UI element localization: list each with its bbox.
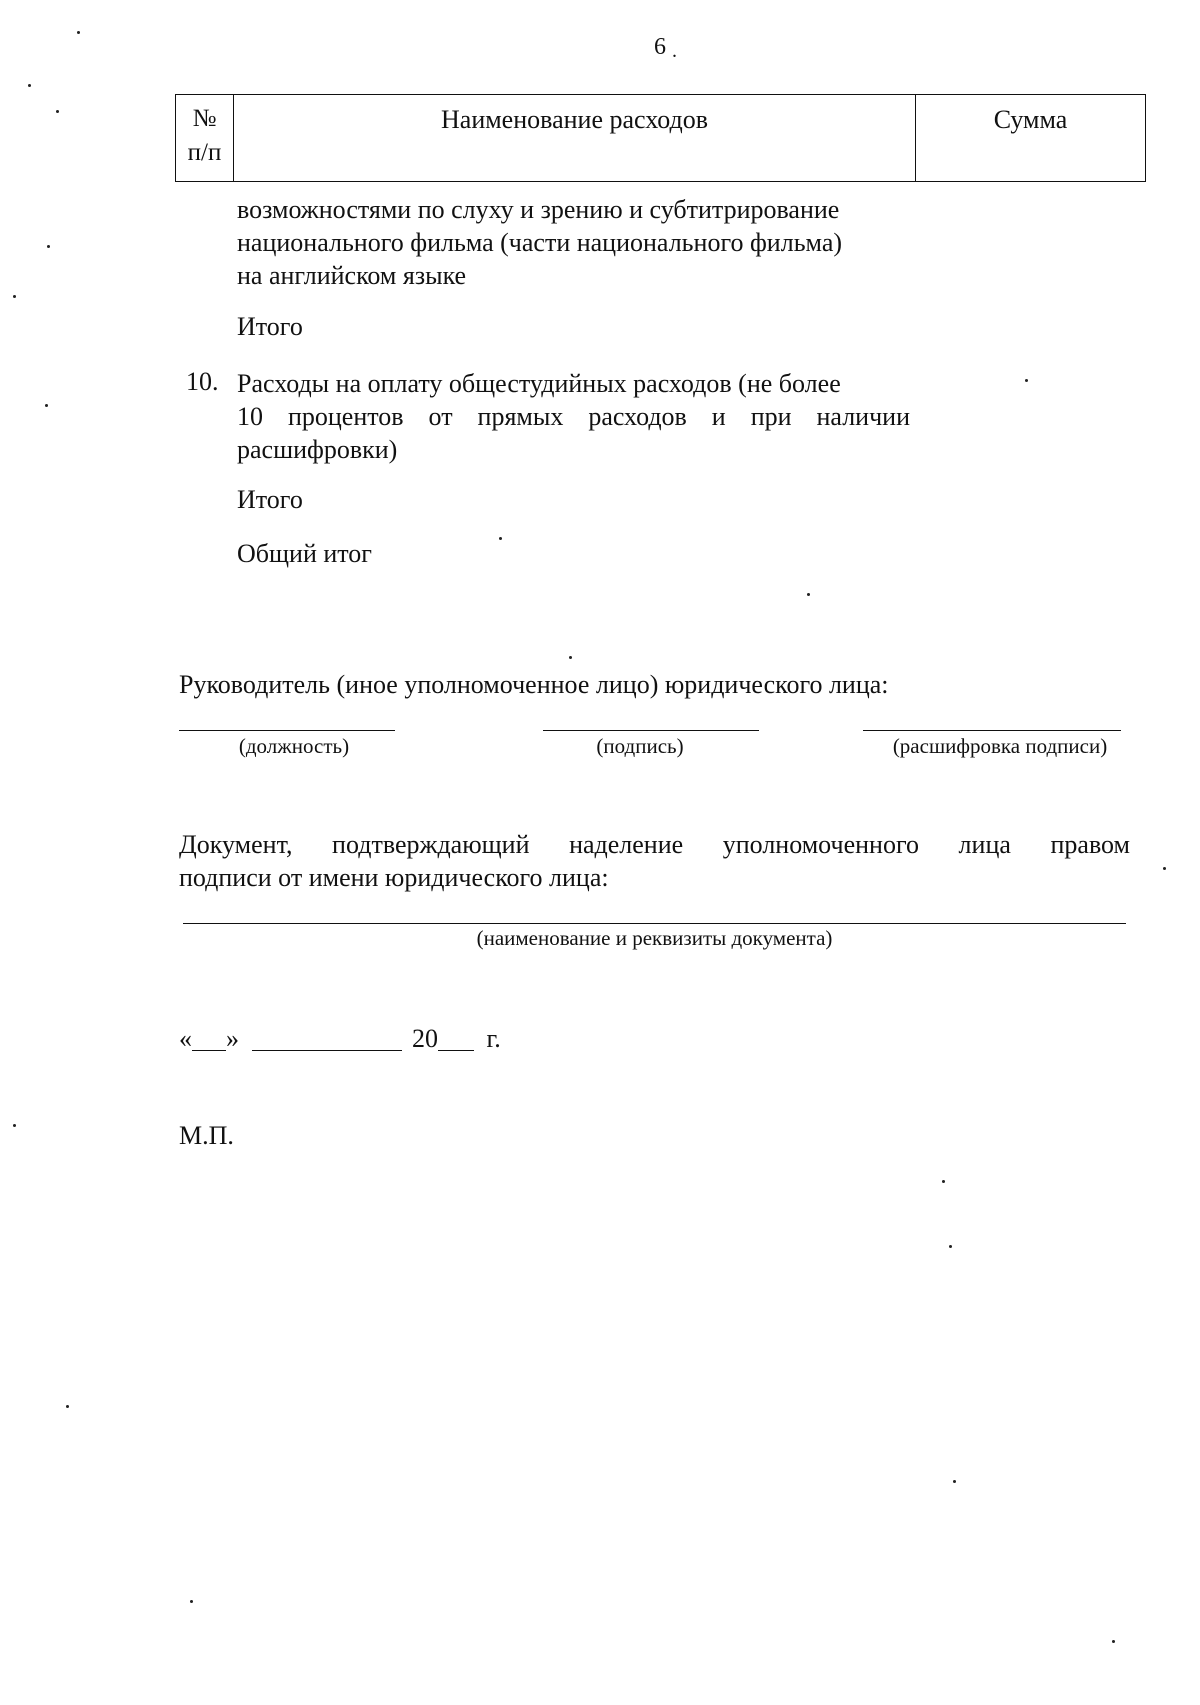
authority-document-line	[183, 923, 1126, 924]
item-10-text	[237, 367, 910, 466]
item-9-line: национального фильма (части национального фильма)	[237, 228, 843, 257]
scan-speck	[942, 1180, 945, 1183]
signature-decoding-line	[863, 730, 1121, 731]
item-9-total-label: Итого	[237, 312, 303, 341]
date-open-quote: «	[179, 1024, 192, 1053]
item-order-abbr: п/п	[187, 139, 222, 166]
scan-speck	[66, 1405, 69, 1408]
item-10-total-label: Итого	[237, 485, 303, 514]
scan-speck	[47, 245, 50, 248]
scan-speck	[13, 295, 16, 298]
item-10-number: 10.	[186, 367, 219, 396]
page-number-dot: .	[672, 40, 677, 62]
date-line	[179, 1022, 501, 1055]
signatory-heading: Руководитель (иное уполномоченное лицо) юридического лица:	[179, 670, 889, 699]
number-column-header	[176, 95, 234, 181]
scan-speck	[569, 656, 572, 659]
scan-speck	[949, 1245, 952, 1248]
scan-speck	[45, 404, 48, 407]
scan-speck	[499, 537, 502, 540]
year-blank	[438, 1026, 474, 1051]
year-suffix: г.	[486, 1024, 501, 1053]
signature-caption: (подпись)	[596, 734, 684, 758]
number-sign: №	[192, 105, 217, 132]
item-9-line: возможностями по слуху и зрению и субтитрирование	[237, 195, 840, 224]
item-10-line: 10 процентов от прямых расходов и при наличии	[237, 402, 910, 431]
date-close-quote: »	[226, 1024, 239, 1053]
authority-document-caption: (наименование и реквизиты документа)	[476, 926, 833, 950]
expenses-table-header	[175, 94, 1146, 182]
expense-name-column-header: Наименование расходов	[234, 95, 916, 181]
signature-line	[543, 730, 759, 731]
page-number: 6	[654, 34, 666, 60]
position-caption: (должность)	[238, 734, 350, 758]
authority-document-line2: подписи от имени юридического лица:	[179, 863, 609, 892]
signature-decoding-caption: (расшифровка подписи)	[892, 734, 1108, 758]
authority-document-line1: Документ, подтверждающий наделение уполномоченного лица правом	[179, 830, 1130, 859]
item-9-line: на английском языке	[237, 261, 467, 290]
item-10-line: Расходы на оплату общестудийных расходов (не более	[237, 369, 841, 398]
scan-speck	[1112, 1640, 1115, 1643]
scan-speck	[56, 110, 59, 113]
position-line	[179, 730, 395, 731]
item-9-continuation	[237, 193, 910, 292]
item-10-line: расшифровки)	[237, 435, 398, 464]
seal-place-label: М.П.	[179, 1121, 234, 1150]
grand-total-label: Общий итог	[237, 539, 372, 568]
sum-column-header: Сумма	[993, 105, 1068, 134]
day-blank	[192, 1026, 226, 1051]
month-blank	[252, 1026, 402, 1051]
scan-speck	[190, 1600, 193, 1603]
scan-speck	[1025, 379, 1028, 382]
year-prefix: 20	[412, 1024, 438, 1053]
scan-speck	[13, 1124, 16, 1127]
scan-speck	[953, 1480, 956, 1483]
scan-speck	[1163, 867, 1166, 870]
scan-speck	[28, 84, 31, 87]
scan-speck	[807, 593, 810, 596]
